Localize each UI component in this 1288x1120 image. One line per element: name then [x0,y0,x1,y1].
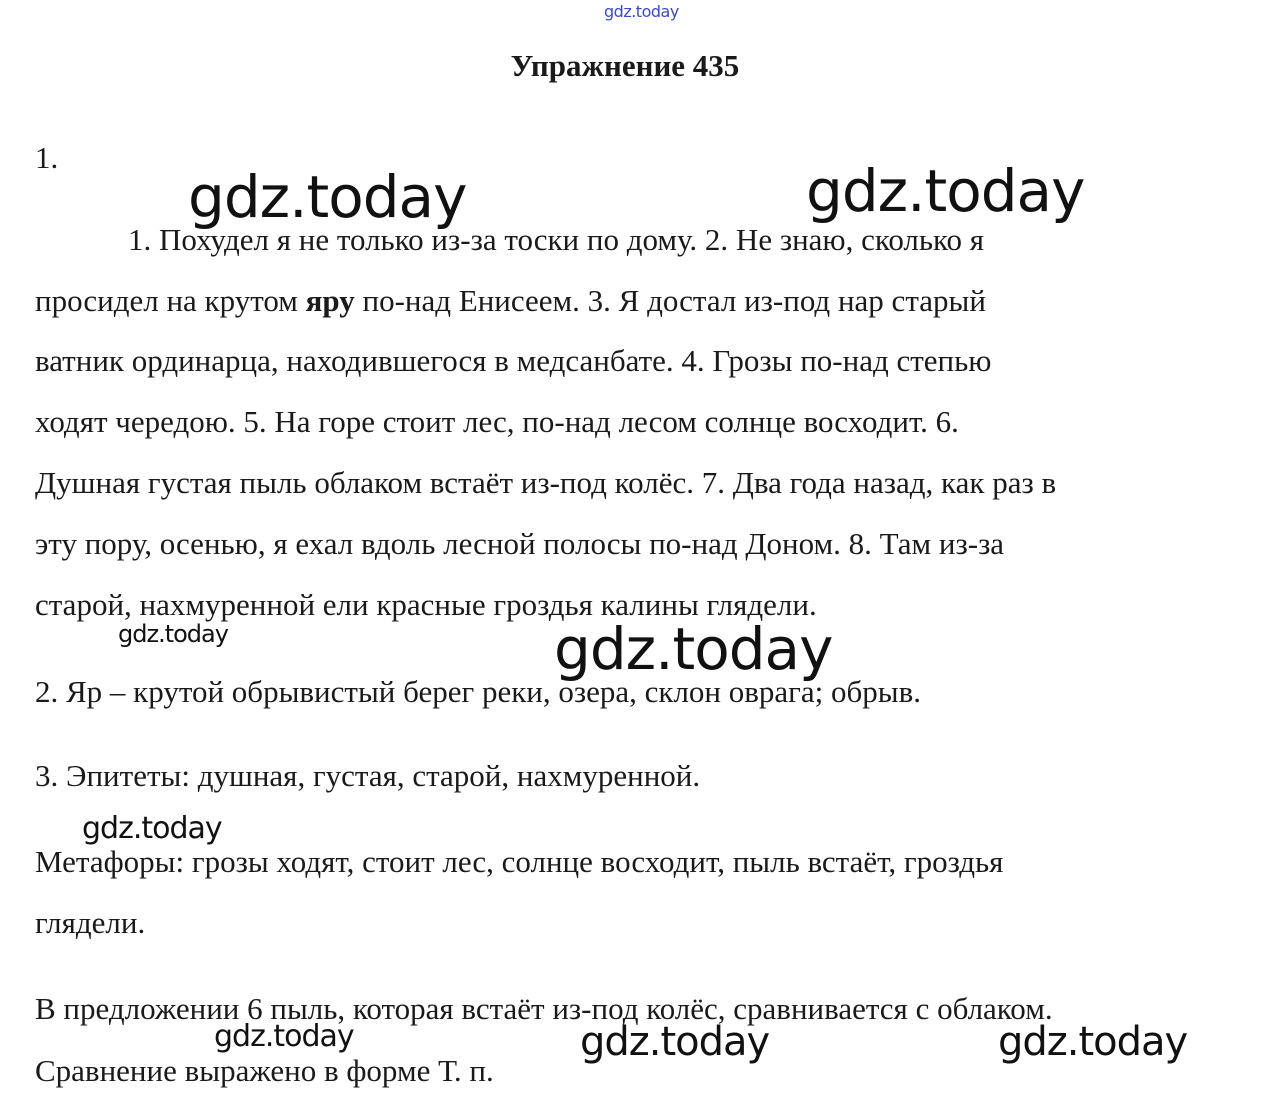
text-fragment: просидел на крутом [35,283,306,318]
comparison-line: В предложении 6 пыль, которая встаёт из-под колёс, сравнивается с облаком. [35,991,1053,1026]
section2-definition: 2. Яр – крутой обрывистый берег реки, озера, склон оврага; обрыв. [35,674,921,709]
page-title: Упражнение 435 [510,48,740,83]
comparison-line: Сравнение выражено в форме Т. п. [35,1053,494,1088]
paragraph-line [35,285,986,316]
paragraph-line: эту пору, осенью, я ехал вдоль лесной полосы по-над Доном. 8. Там из-за [35,526,1005,561]
watermark: gdz.today [806,157,1085,225]
watermark: gdz.today [118,620,228,648]
paragraph-line: ходят чередою. 5. На горе стоит лес, по-над лесом солнце восходит. 6. [35,404,959,439]
metaphors-line: Метафоры: грозы ходят, стоит лес, солнце восходит, пыль встаёт, гроздья [35,844,1004,879]
text-fragment: по-над Енисеем. 3. Я достал из-под нар старый [354,283,986,318]
paragraph-line: ватник ординарца, находившегося в медсанбате. 4. Грозы по-над степью [35,343,992,378]
watermark: gdz.today [82,811,222,846]
epithets-line: 3. Эпитеты: душная, густая, старой, нахмуренной. [35,758,701,793]
watermark: gdz.today [998,1019,1188,1065]
watermark-top: gdz.today [604,2,679,21]
watermark: gdz.today [554,615,833,683]
section1-number: 1. [35,140,59,175]
bold-word: яру [305,283,355,318]
metaphors-line: глядели. [35,905,146,940]
paragraph-line: старой, нахмуренной ели красные гроздья калины глядели. [35,587,817,622]
paragraph-line: Душная густая пыль облаком встаёт из-под колёс. 7. Два года назад, как раз в [35,465,1057,500]
watermark: gdz.today [580,1019,770,1065]
watermark: gdz.today [188,163,467,231]
watermark: gdz.today [214,1019,354,1054]
paragraph-line: 1. Похудел я не только из-за тоски по дому. 2. Не знаю, сколько я [128,222,985,257]
